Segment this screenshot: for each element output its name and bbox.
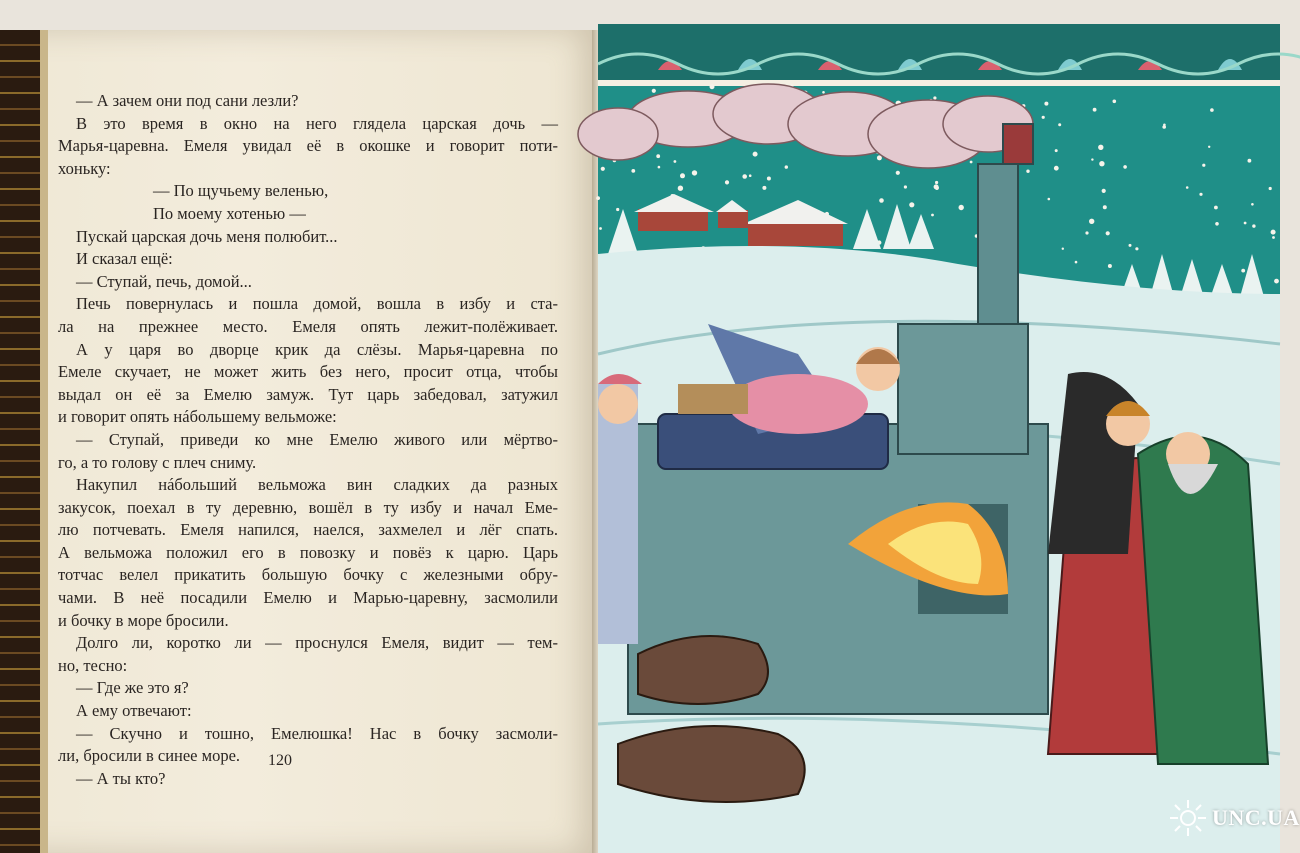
text-line: Марья-царевна. Емеля увидал её в окошке и говорит поти- bbox=[58, 136, 558, 156]
snowflake bbox=[1054, 166, 1059, 171]
watermark-text: UNC.UA bbox=[1212, 805, 1300, 830]
snowflake bbox=[1271, 230, 1276, 235]
snowflake bbox=[656, 154, 660, 158]
text-line: ли, бросили в синее море. bbox=[58, 746, 241, 766]
text-line: — Ступай, приведи ко мне Емелю живого или мёртво- bbox=[76, 429, 558, 449]
snowflake bbox=[1208, 146, 1210, 148]
text-line: Емеле скучает, не может жить без него, просит отца, чтобы bbox=[58, 362, 558, 382]
text-line: — А зачем они под сани лезли? bbox=[76, 91, 299, 110]
snowflake bbox=[1210, 108, 1214, 112]
snowflake bbox=[680, 173, 685, 178]
text-line: А вельможа положил его в повозку и повёз к царю. Царь bbox=[58, 542, 558, 562]
snowflake bbox=[678, 186, 683, 191]
text-line: Накупил нáбольший вельможа вин сладких да разных bbox=[76, 475, 558, 495]
text-line: и говорит опять нáбольшему вельможе: bbox=[58, 407, 337, 427]
snowflake bbox=[762, 186, 766, 190]
snowflake bbox=[1129, 244, 1132, 247]
text-line: закусок, поехал в ту деревню, вошёл в ту избу и начал Еме- bbox=[58, 497, 558, 517]
snowflake bbox=[1274, 279, 1279, 284]
text-line: хоньку: bbox=[58, 158, 111, 178]
snowflake bbox=[767, 177, 771, 181]
snowflake bbox=[970, 161, 973, 164]
snowflake bbox=[601, 167, 605, 171]
right-page-illustration bbox=[598, 24, 1280, 853]
ornamental-border bbox=[0, 30, 48, 853]
snowflake bbox=[931, 214, 934, 217]
snowflake bbox=[1215, 222, 1219, 226]
snowflake bbox=[1272, 236, 1275, 239]
snowflake bbox=[1162, 125, 1166, 129]
snowflake bbox=[1106, 231, 1110, 235]
snowflake bbox=[909, 202, 914, 207]
snowflake bbox=[933, 96, 936, 99]
snowflake bbox=[1093, 108, 1097, 112]
text-line: Пускай царская дочь меня полюбит... bbox=[76, 226, 338, 246]
snowflake bbox=[1252, 224, 1255, 227]
snowflake bbox=[904, 185, 907, 188]
text-line: — Ступай, печь, домой... bbox=[76, 271, 252, 291]
text-line: — По щучьему веленью, bbox=[153, 181, 329, 201]
snowflake bbox=[1055, 149, 1058, 152]
snowflake bbox=[1248, 159, 1252, 163]
text-line: выдал он её за Емелю замуж. Тут царь забедовал, затужил bbox=[58, 384, 558, 404]
text-line: чами. В неё посадили Емелю и Марью-царевну, засмолили bbox=[58, 588, 558, 608]
text-line: и бочку в море бросили. bbox=[58, 610, 229, 630]
snowflake bbox=[742, 174, 747, 179]
snowflake bbox=[935, 181, 938, 184]
snowflake bbox=[1186, 186, 1189, 189]
peasant-figure bbox=[598, 374, 642, 644]
snowflake bbox=[710, 84, 715, 89]
snowflake bbox=[896, 171, 900, 175]
snowflake bbox=[692, 170, 697, 175]
text-line: В это время в окно на него глядела царская дочь — bbox=[76, 113, 558, 133]
site-watermark bbox=[1168, 796, 1300, 840]
text-line: — А ты кто? bbox=[76, 768, 166, 788]
snowflake bbox=[749, 174, 752, 177]
snowflake bbox=[1135, 247, 1138, 250]
text-line: — Где же это я? bbox=[76, 678, 189, 698]
snowflake bbox=[1214, 206, 1218, 210]
snowflake bbox=[616, 208, 619, 211]
snowflake bbox=[785, 165, 788, 168]
text-line: По моему хотенью — bbox=[153, 203, 306, 223]
text-line: И сказал ещё: bbox=[76, 249, 173, 269]
snowflake bbox=[1099, 161, 1104, 166]
snowflake bbox=[631, 169, 635, 173]
text-line: ла на прежнее место. Емеля опять лежит-полёживает. bbox=[58, 316, 558, 336]
snowflake bbox=[1108, 264, 1112, 268]
page-number: 120 bbox=[268, 752, 292, 769]
snowflake bbox=[1089, 219, 1094, 224]
snowflake bbox=[822, 91, 825, 94]
snowflake bbox=[1058, 123, 1061, 126]
snowflake bbox=[1098, 145, 1103, 150]
snowflake bbox=[935, 186, 939, 190]
snowflake bbox=[1199, 193, 1202, 196]
snowflake bbox=[1241, 269, 1245, 273]
snowflake bbox=[1102, 189, 1106, 193]
snowflake bbox=[658, 166, 661, 169]
snowflake bbox=[652, 89, 656, 93]
text-line: го, а то голову с плеч сниму. bbox=[58, 452, 257, 472]
snowflake bbox=[753, 152, 758, 157]
text-line: А у царя во дворце крик да слёзы. Марья-царевна по bbox=[76, 339, 558, 359]
snowflake bbox=[1251, 203, 1254, 206]
text-line: А ему отвечают: bbox=[76, 701, 192, 721]
text-line: Печь повернулась и пошла домой, вошла в избу и ста- bbox=[76, 294, 558, 314]
snowflake bbox=[1048, 198, 1051, 201]
snowflake bbox=[1244, 222, 1247, 225]
snowflake bbox=[1113, 100, 1117, 104]
text-line: тотчас велел прикатить большую бочку с железными обру- bbox=[58, 565, 558, 585]
snowflake bbox=[599, 227, 602, 230]
snowflake bbox=[1091, 158, 1093, 160]
snowflake bbox=[879, 198, 884, 203]
snowflake bbox=[1026, 170, 1029, 173]
folk-illustration bbox=[598, 24, 1280, 853]
snowflake bbox=[959, 205, 964, 210]
text-line: но, тесно: bbox=[58, 655, 128, 675]
snowflake bbox=[1103, 205, 1107, 209]
text-line: Долго ли, коротко ли — проснулся Емеля, видит — тем- bbox=[76, 633, 558, 653]
story-text bbox=[58, 90, 558, 790]
snowflake bbox=[674, 160, 677, 163]
snowflake bbox=[1269, 187, 1272, 190]
snowflake bbox=[1202, 164, 1205, 167]
snowflake bbox=[725, 180, 729, 184]
snowflake bbox=[1085, 231, 1088, 234]
snowflake bbox=[1044, 102, 1048, 106]
snowflake bbox=[596, 196, 600, 200]
snowflake bbox=[1123, 165, 1127, 169]
snowflake bbox=[1075, 261, 1078, 264]
snowflake bbox=[1062, 248, 1064, 250]
text-line: лю потчевать. Емеля напился, наелся, захмелел и лёг спать. bbox=[58, 520, 558, 540]
sun-logo-icon bbox=[1168, 798, 1208, 838]
text-line: — Скучно и тошно, Емелюшка! Нас в бочку засмоли- bbox=[76, 723, 558, 743]
snowflake bbox=[1042, 116, 1045, 119]
